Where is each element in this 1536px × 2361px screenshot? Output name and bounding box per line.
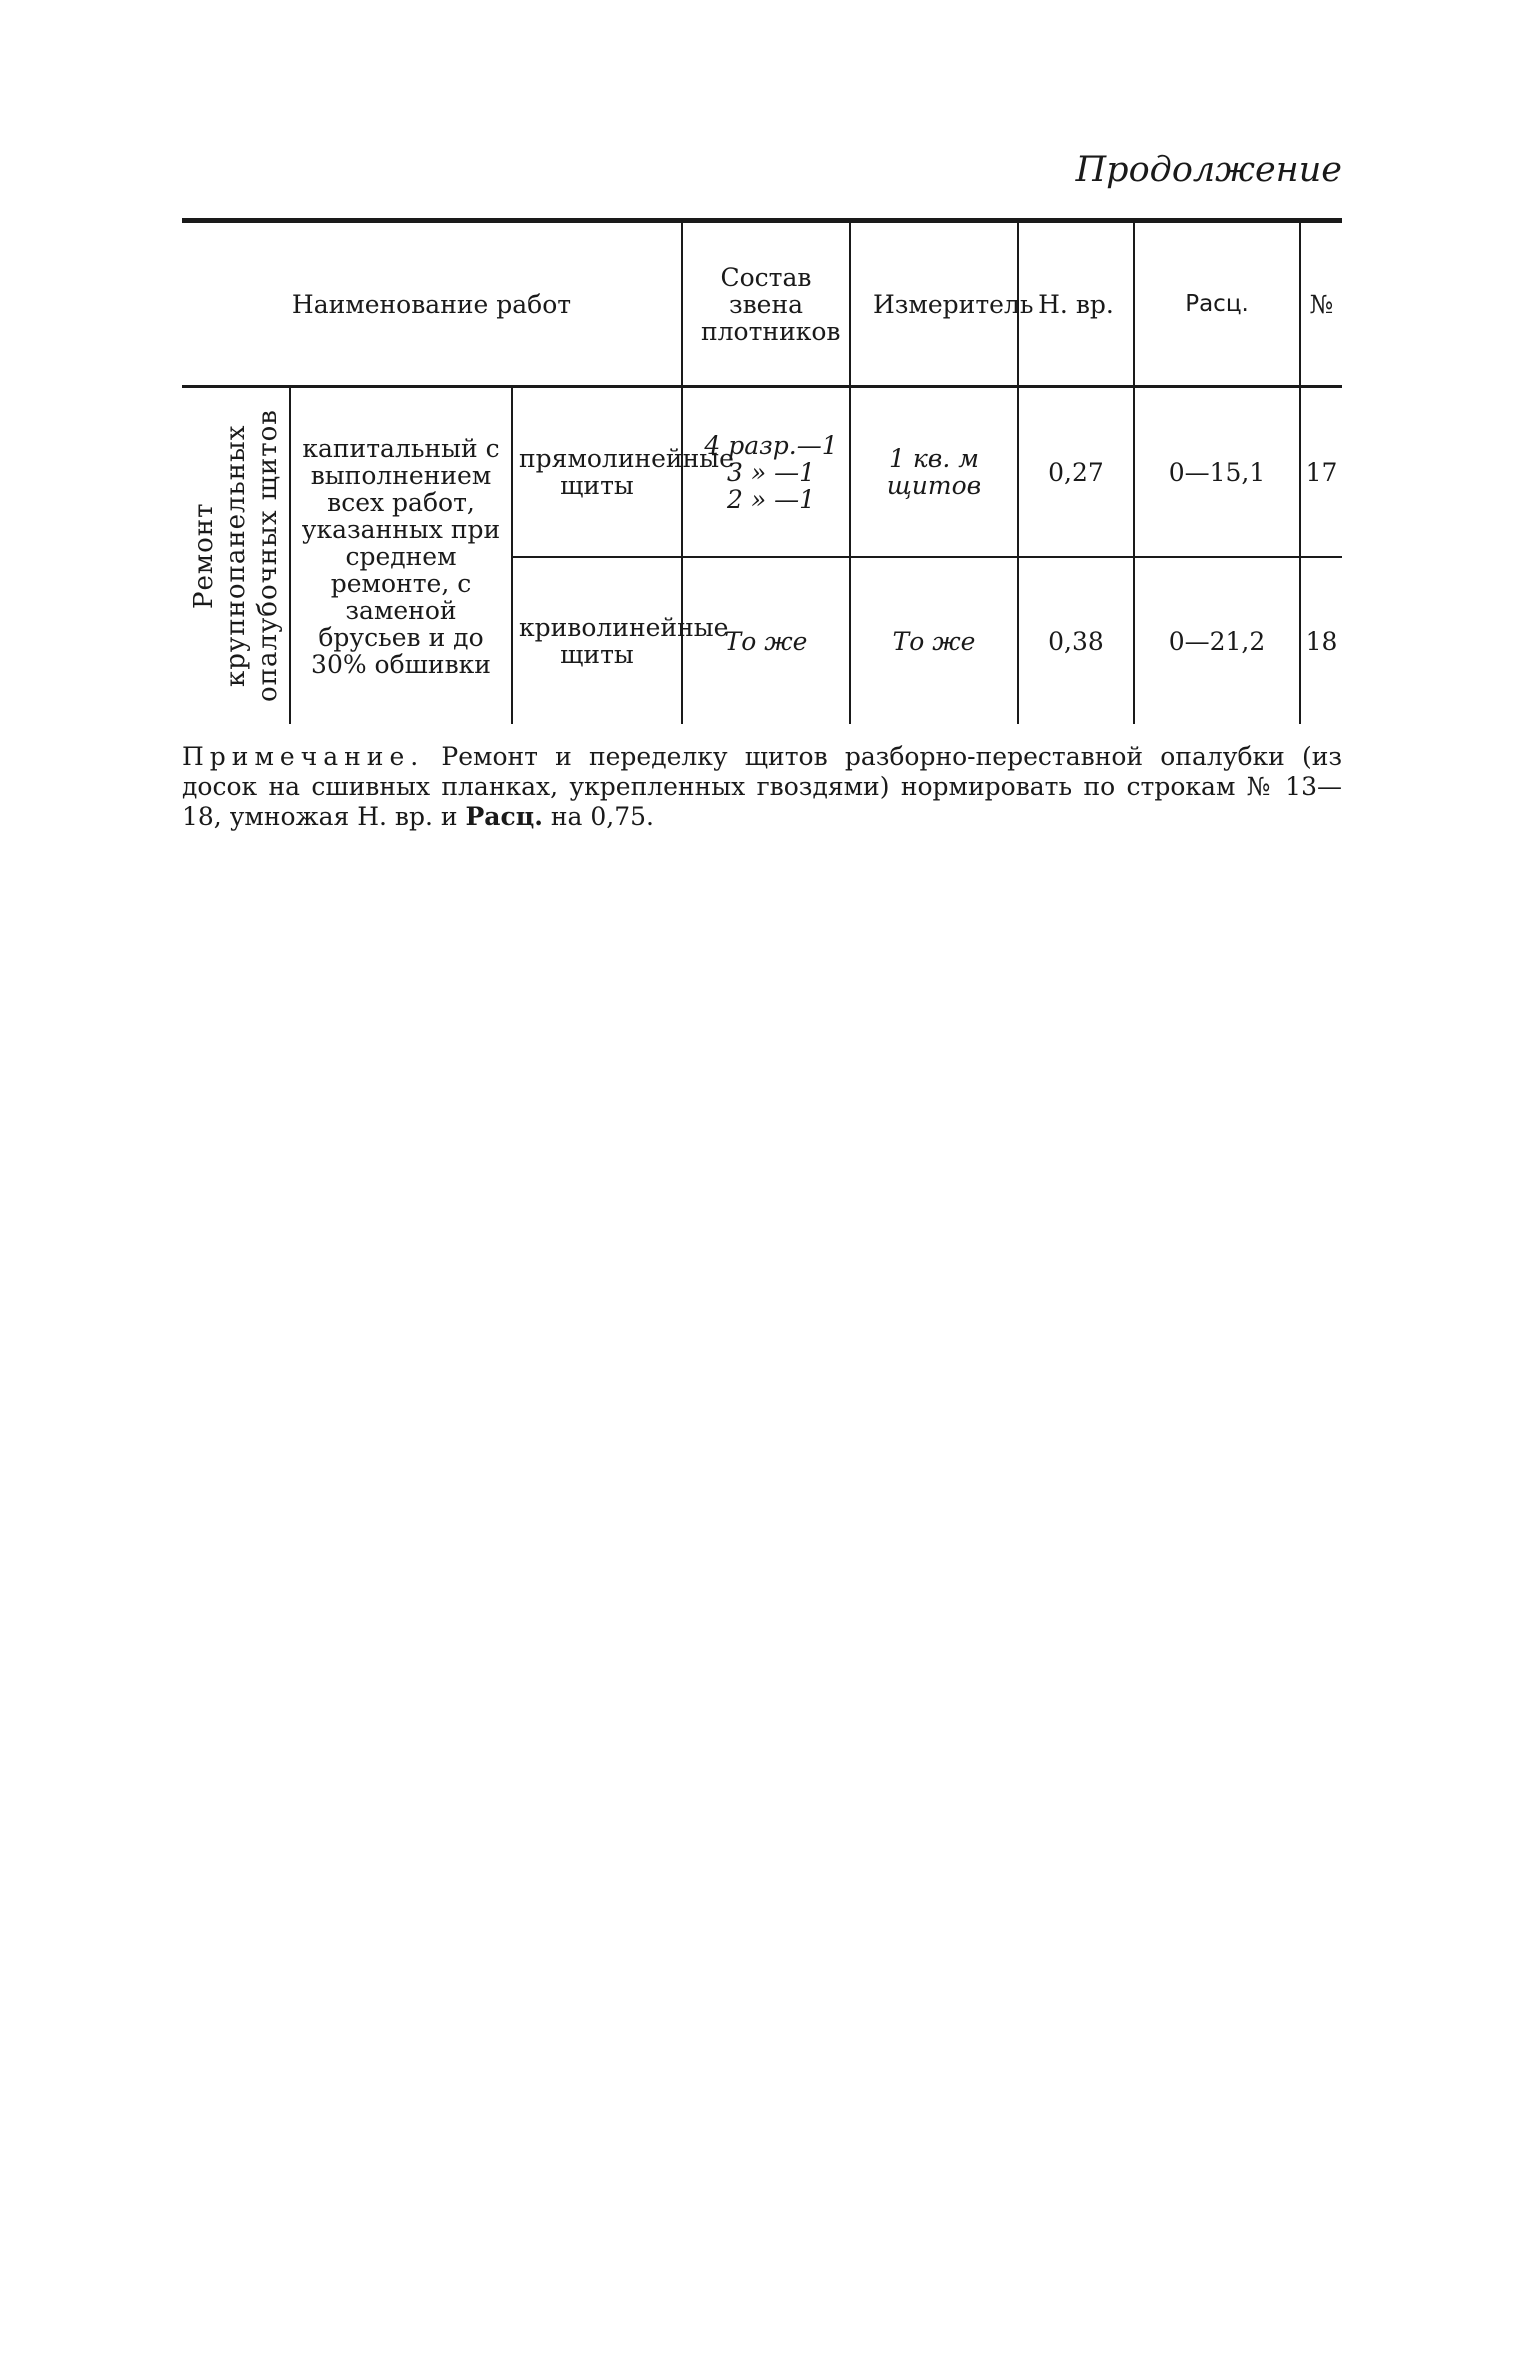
row-number: 18 — [1305, 626, 1338, 656]
time-cell — [1018, 387, 1134, 558]
unit-cell — [850, 387, 1018, 558]
note-text: на 0,75. — [542, 802, 654, 831]
kind-cell — [512, 387, 734, 558]
unit-value: 1 кв. м щитов — [886, 444, 982, 500]
group-label-cell — [182, 387, 290, 725]
rate-value: 0—15,1 — [1168, 457, 1266, 487]
note-text: Ремонт и переделку щитов разборно-переставной опалубки (из досок на сшивных планках, укрепленных гвоздями) нормировать по строкам № 13—18, умножая — [182, 742, 1342, 831]
unit-cell — [850, 557, 1018, 724]
time-value: 0,27 — [1048, 457, 1104, 487]
note-text: и — [432, 802, 466, 831]
kind-label: криволинейные щиты — [519, 613, 729, 669]
crew-line: 3 » —1 — [726, 457, 815, 487]
note-label: Примечание. — [182, 742, 425, 771]
repair-type: капитальный с выполнением всех работ, указанных при среднем ремонте, с заменой брусьев и до 30% обшивки — [301, 433, 501, 679]
row-number: 17 — [1305, 457, 1338, 487]
footnote — [182, 742, 1342, 832]
rate-cell — [1134, 557, 1300, 724]
kind-label: прямолинейные щиты — [519, 444, 734, 500]
rate-value: 0—21,2 — [1168, 626, 1266, 656]
norms-table-wrapper — [182, 218, 1342, 724]
time-cell — [1018, 557, 1134, 724]
crew-line: 2 » —1 — [726, 484, 815, 514]
crew-value: То же — [724, 626, 808, 656]
group-label: Ремонт крупнопанельных опалубочных щитов — [188, 409, 283, 703]
note-ref-rate: Расц. — [465, 802, 543, 831]
col-header-name: Наименование работ — [182, 221, 682, 387]
rate-cell — [1134, 387, 1300, 558]
unit-value: То же — [892, 626, 976, 656]
col-header-num: № — [1300, 221, 1342, 387]
kind-cell — [512, 557, 729, 724]
norms-table — [182, 218, 1342, 724]
repair-type-cell — [290, 387, 512, 725]
crew-line: 4 разр.—1 — [704, 430, 838, 460]
table-row — [182, 387, 1342, 558]
num-cell — [1300, 557, 1342, 724]
time-value: 0,38 — [1048, 626, 1104, 656]
table-header-row — [182, 221, 1342, 387]
col-header-unit: Измеритель — [850, 221, 1018, 387]
col-header-crew: Состав звена плотников — [682, 221, 850, 387]
continuation-label: Продолжение — [1075, 150, 1342, 190]
note-ref-time: Н. вр. — [357, 802, 433, 831]
num-cell — [1300, 387, 1342, 558]
col-header-time: Н. вр. — [1018, 221, 1134, 387]
col-header-rate: Расц. — [1134, 221, 1300, 387]
